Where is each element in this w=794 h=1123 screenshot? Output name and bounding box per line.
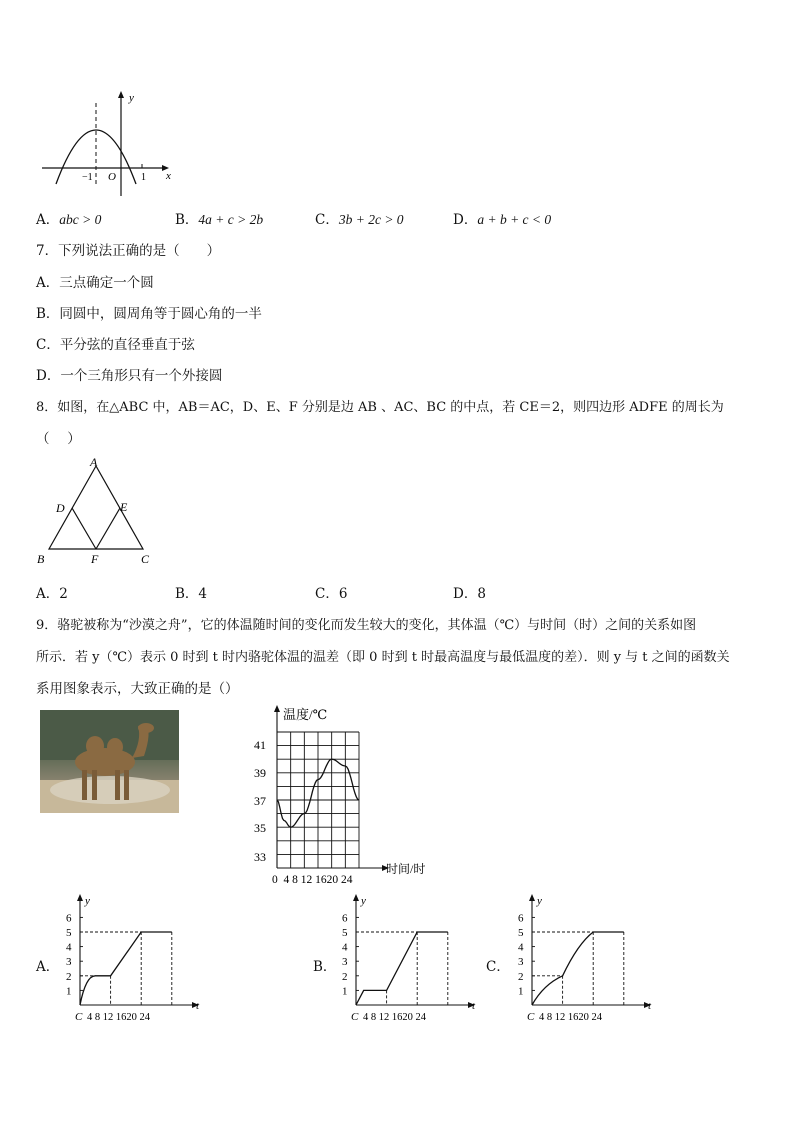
opt-x-ticks: 4 8 12 1620 24 xyxy=(87,1012,150,1023)
q6-tick-neg1: −1 xyxy=(82,172,93,183)
temp-ytick-41: 41 xyxy=(254,738,266,752)
q7-option-b[interactable]: B．同圆中，圆周角等于圆心角的一半 xyxy=(36,306,262,322)
temp-chart-ylabel: 温度/℃ xyxy=(283,707,328,722)
opt-c-curve xyxy=(532,932,624,1005)
q9-option-b-chart[interactable] xyxy=(336,893,486,1028)
q6-option-c[interactable]: C．3b + 2c > 0 xyxy=(315,212,404,228)
q9-stem-line3: 系用图象表示，大致正确的是（） xyxy=(36,681,239,697)
opt-y-tick: 6 xyxy=(66,912,72,925)
opt-y-tick: 1 xyxy=(66,985,72,998)
temp-ytick-39: 39 xyxy=(254,766,266,780)
q9-stem-line2: 所示．若 y（℃）表示 0 时到 t 时内骆驼体温的温差（即 0 时到 t 时最高温度与最低温度的差）．则 y 与 t 之间的函数关 xyxy=(36,650,730,665)
temperature-chart xyxy=(252,702,452,887)
q6-x-label: x xyxy=(166,170,171,182)
q8-label-b: B xyxy=(37,552,45,566)
opt-y-tick: 5 xyxy=(66,927,72,939)
opt-y-tick: 4 xyxy=(342,941,348,954)
q8-stem-line1: 8．如图，在△ABC 中，AB＝AC，D、E、F 分别是边 AB 、AC、BC 的中点，若 CE＝2，则四边形 ADFE 的周长为 xyxy=(36,400,724,415)
q6-tick-1: 1 xyxy=(141,172,146,183)
opt-y-label: y xyxy=(361,895,366,907)
opt-y-label: y xyxy=(85,895,90,907)
temp-ytick-35: 35 xyxy=(254,821,266,835)
temp-xticks: 0 4 8 12 1620 24 xyxy=(272,874,353,886)
opt-y-arrow xyxy=(353,894,359,901)
opt-y-tick: 2 xyxy=(66,970,72,983)
temp-chart-xlabel: 时间/时 xyxy=(386,862,426,876)
opt-y-tick: 5 xyxy=(342,927,348,939)
q7-option-a[interactable]: A．三点确定一个圆 xyxy=(36,275,154,291)
q9-option-a-chart[interactable] xyxy=(60,893,210,1028)
q6-option-b[interactable]: B．4a + c > 2b xyxy=(175,212,264,228)
opt-y-tick: 1 xyxy=(342,985,348,998)
q9-option-b-letter[interactable]: B． xyxy=(313,959,337,975)
opt-y-tick: 4 xyxy=(66,941,72,954)
opt-y-tick: 6 xyxy=(342,912,348,925)
opt-y-tick: 4 xyxy=(518,941,524,954)
opt-y-tick: 6 xyxy=(518,912,524,925)
opt-y-tick: 3 xyxy=(342,956,348,969)
opt-a-curve xyxy=(80,932,172,1005)
opt-y-tick: 3 xyxy=(518,956,524,969)
camel-photo xyxy=(40,710,179,813)
q8-label-e: E xyxy=(120,500,128,514)
opt-y-tick: 2 xyxy=(518,970,524,983)
opt-origin: C xyxy=(351,1011,359,1023)
q8-triangle-figure xyxy=(36,452,166,567)
q8-label-a: A xyxy=(90,455,98,469)
opt-y-tick: 3 xyxy=(66,956,72,969)
opt-y-label: y xyxy=(537,895,542,907)
opt-x-ticks: 4 8 12 1620 24 xyxy=(363,1012,426,1023)
opt-x-label: t xyxy=(196,1000,200,1012)
q8-label-f: F xyxy=(91,552,99,566)
opt-x-label: t xyxy=(648,1000,652,1012)
opt-y-tick: 2 xyxy=(342,970,348,983)
opt-y-arrow xyxy=(77,894,83,901)
q8-label-c: C xyxy=(141,552,150,566)
q8-option-a[interactable]: A．2 xyxy=(36,586,68,602)
q9-option-c-chart[interactable] xyxy=(512,893,662,1028)
q7-option-d[interactable]: D．一个三角形只有一个外接圆 xyxy=(36,368,223,384)
opt-x-label: t xyxy=(472,1000,476,1012)
opt-y-arrow xyxy=(529,894,535,901)
opt-b-curve xyxy=(356,932,448,1005)
opt-y-tick: 1 xyxy=(518,985,524,998)
q7-option-c[interactable]: C．平分弦的直径垂直于弦 xyxy=(36,337,195,353)
opt-origin: C xyxy=(527,1011,535,1023)
q8-stem-line2: （ ） xyxy=(36,431,81,447)
opt-origin: C xyxy=(75,1011,83,1023)
q8-option-c[interactable]: C．6 xyxy=(315,586,348,602)
q6-option-d[interactable]: D．a + b + c < 0 xyxy=(453,212,552,228)
q6-parabola-figure xyxy=(38,88,198,198)
temp-ytick-37: 37 xyxy=(254,794,266,808)
opt-x-ticks: 4 8 12 1620 24 xyxy=(539,1012,602,1023)
temp-y-arrow xyxy=(274,705,280,712)
q6-option-a[interactable]: A．abc > 0 xyxy=(36,212,102,228)
q6-y-label: y xyxy=(129,92,134,104)
temp-ytick-33: 33 xyxy=(254,850,266,864)
q6-origin: O xyxy=(108,171,116,183)
q8-option-b[interactable]: B．4 xyxy=(175,586,208,602)
q7-stem: 7．下列说法正确的是（ ） xyxy=(36,243,221,259)
opt-y-tick: 5 xyxy=(518,927,524,939)
q9-option-c-letter[interactable]: C． xyxy=(486,959,510,975)
q8-label-d: D xyxy=(56,501,65,515)
q8-option-d[interactable]: D．8 xyxy=(453,586,486,602)
q9-option-a-letter[interactable]: A． xyxy=(36,959,60,975)
q9-stem-line1: 9．骆驼被称为“沙漠之舟”，它的体温随时间的变化而发生较大的变化，其体温（℃）与时间（时）之间的关系如图 xyxy=(36,618,697,633)
